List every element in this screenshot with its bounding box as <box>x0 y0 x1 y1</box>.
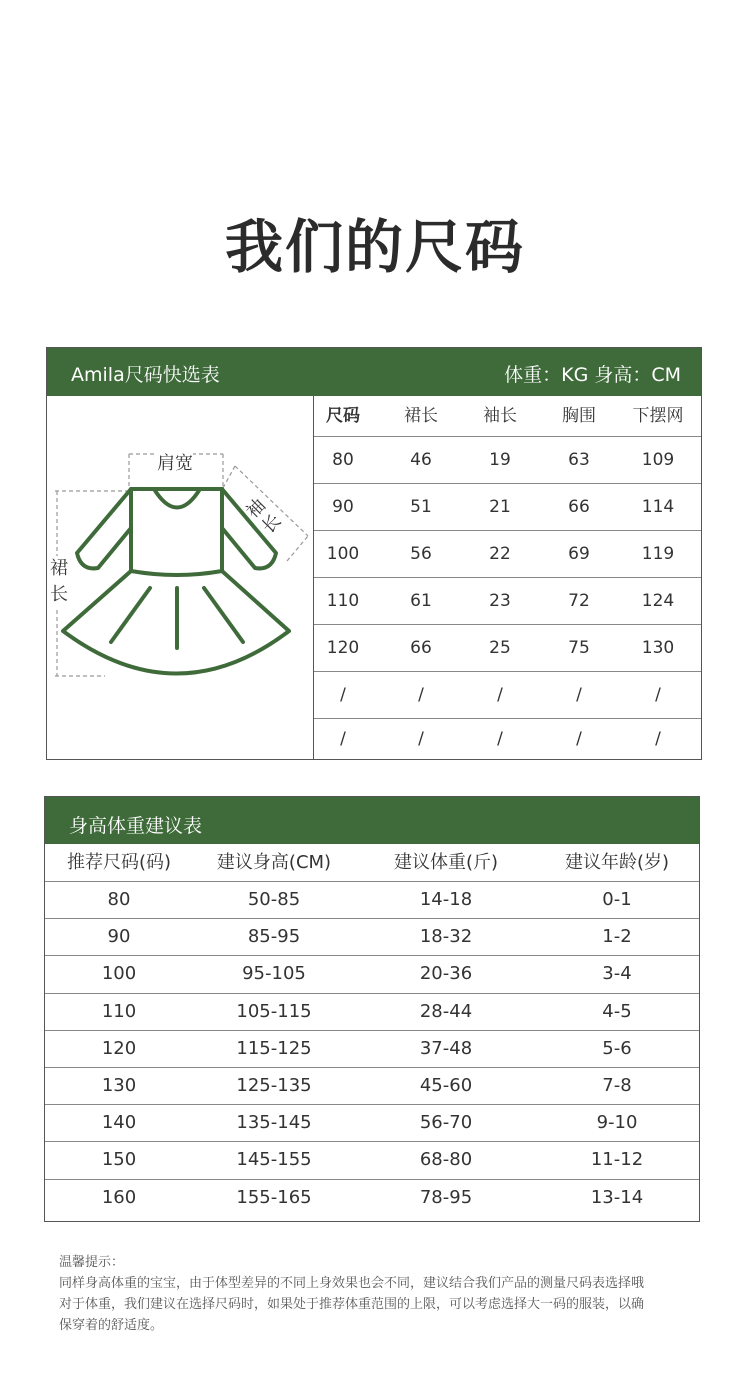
size-table-cell: 109 <box>641 450 675 470</box>
recommend-table-cell: 0-1 <box>602 889 632 910</box>
tips-line: 对于体重，我们建议在选择尺码时，如果处于推荐体重范围的上限，可以考虑选择大一码的服装，以确 <box>59 1297 645 1312</box>
size-table-cell: 80 <box>332 450 354 470</box>
size-table-cell: / <box>576 685 582 705</box>
size-table-cell: 22 <box>489 544 511 564</box>
size-table-head-row <box>314 396 701 437</box>
recommend-table-cell: 140 <box>101 1112 137 1134</box>
recommend-table-cell: 7-8 <box>602 1075 632 1096</box>
size-table-cell: 25 <box>489 638 511 658</box>
recommend-table <box>44 796 700 1222</box>
recommend-table-cell: 155-165 <box>236 1186 312 1208</box>
recommend-table-cell: 37-48 <box>419 1037 473 1059</box>
size-table-row <box>314 484 701 531</box>
recommend-table-cell: 90 <box>107 926 131 948</box>
size-table-cell: / <box>340 685 346 705</box>
recommend-table-column-header: 建议体重(斤) <box>393 852 499 873</box>
size-table-row <box>314 672 701 719</box>
recommend-table-cell: 13-14 <box>590 1186 644 1208</box>
size-table-row <box>314 531 701 578</box>
recommend-table-cell: 4-5 <box>602 1000 632 1022</box>
recommend-table-title: 身高体重建议表 <box>69 815 203 837</box>
size-table-cell: 100 <box>326 544 360 564</box>
recommend-table-row <box>45 1068 699 1105</box>
tips-heading: 温馨提示： <box>59 1255 125 1270</box>
size-table-cell: 46 <box>410 450 432 470</box>
recommend-table-cell: 1-2 <box>602 926 632 948</box>
size-table-cell: 124 <box>641 591 675 611</box>
recommend-table-column-header: 建议年龄(岁) <box>564 852 670 873</box>
size-table-title: Amila尺码快选表 <box>71 364 220 386</box>
page-title: 我们的尺码 <box>224 213 525 281</box>
size-table-cell: 66 <box>410 638 432 658</box>
recommend-table-row <box>45 882 699 919</box>
size-table-cell: / <box>655 685 661 705</box>
tips-line: 同样身高体重的宝宝，由于体型差异的不同上身效果也会不同，建议结合我们产品的测量尺码表选择哦 <box>59 1276 645 1291</box>
recommend-table-cell: 125-135 <box>236 1075 312 1096</box>
size-table-cell: 23 <box>489 591 511 611</box>
recommend-table-cell: 68-80 <box>419 1149 473 1171</box>
recommend-table-cell: 105-115 <box>236 1000 312 1022</box>
size-table-cell: 61 <box>410 591 432 611</box>
size-table-column-header: 下摆网 <box>632 406 684 426</box>
size-table-cell: 119 <box>641 544 675 564</box>
size-table-row <box>314 578 701 625</box>
size-table-cell: / <box>497 685 503 705</box>
size-table-row <box>314 437 701 484</box>
recommend-table-cell: 18-32 <box>419 926 473 948</box>
recommend-table-cell: 50-85 <box>247 889 301 910</box>
size-table-units: 体重：KG 身高：CM <box>504 364 681 386</box>
size-table-cell: 66 <box>568 497 590 517</box>
size-table-cell: / <box>576 729 582 749</box>
size-table-cell: 90 <box>332 497 354 517</box>
size-table-cell: / <box>497 729 503 749</box>
recommend-table-column-header: 建议身高(CM) <box>216 852 332 873</box>
size-table-cell: 114 <box>641 497 675 517</box>
recommend-table-cell: 130 <box>101 1075 137 1096</box>
recommend-table-cell: 56-70 <box>419 1112 473 1134</box>
size-table-cell: 120 <box>326 638 360 658</box>
tips-note <box>59 1252 709 1336</box>
size-table-cell: 19 <box>489 450 511 470</box>
recommend-table-cell: 85-95 <box>247 926 301 948</box>
size-table-cell: 130 <box>641 638 675 658</box>
recommend-table-cell: 100 <box>101 963 137 985</box>
shoulder-width-label: 肩宽 <box>157 449 193 475</box>
size-table-cell: / <box>340 729 346 749</box>
size-table-row <box>314 719 701 759</box>
dress-diagram <box>47 396 314 760</box>
size-table-column-header: 尺码 <box>326 406 360 426</box>
recommend-table-row <box>45 1180 699 1216</box>
size-table-cell: 75 <box>568 638 590 658</box>
size-table-cell: 72 <box>568 591 590 611</box>
recommend-table-cell: 45-60 <box>419 1075 473 1096</box>
size-table-row <box>314 625 701 672</box>
recommend-table-cell: 78-95 <box>419 1186 473 1208</box>
recommend-table-cell: 110 <box>101 1000 137 1022</box>
size-table-column-header: 裙长 <box>404 406 438 426</box>
size-table-cell: / <box>418 685 424 705</box>
recommend-table-row <box>45 994 699 1031</box>
size-table-cell: 69 <box>568 544 590 564</box>
size-table-cell: 63 <box>568 450 590 470</box>
size-grid <box>314 396 701 760</box>
recommend-table-cell: 150 <box>101 1149 137 1171</box>
recommend-table-cell: 160 <box>101 1186 137 1208</box>
recommend-table-cell: 3-4 <box>602 963 632 985</box>
recommend-table-row <box>45 1142 699 1179</box>
size-table-column-header: 胸围 <box>562 406 596 426</box>
size-table-cell: 56 <box>410 544 432 564</box>
size-table-cell: / <box>655 729 661 749</box>
recommend-table-cell: 120 <box>101 1037 137 1059</box>
size-table <box>46 347 702 760</box>
recommend-table-cell: 28-44 <box>419 1000 473 1022</box>
recommend-table-cell: 5-6 <box>602 1037 632 1059</box>
recommend-table-cell: 20-36 <box>419 963 473 985</box>
size-table-cell: 51 <box>410 497 432 517</box>
recommend-table-cell: 9-10 <box>596 1112 638 1134</box>
recommend-table-row <box>45 919 699 956</box>
recommend-table-head-row <box>45 844 699 882</box>
recommend-table-cell: 115-125 <box>236 1037 312 1059</box>
recommend-table-header <box>45 797 699 844</box>
size-table-cell: / <box>418 729 424 749</box>
size-table-cell: 110 <box>326 591 360 611</box>
skirt-length-label: 裙长 <box>50 556 70 608</box>
recommend-table-row <box>45 1105 699 1142</box>
recommend-table-cell: 14-18 <box>419 889 473 910</box>
recommend-table-cell: 135-145 <box>236 1112 312 1134</box>
recommend-table-row <box>45 956 699 993</box>
recommend-table-cell: 11-12 <box>590 1149 644 1171</box>
recommend-table-cell: 95-105 <box>242 963 306 985</box>
size-table-cell: 21 <box>489 497 511 517</box>
recommend-table-column-header: 推荐尺码(码) <box>66 852 172 873</box>
size-table-header <box>47 348 701 396</box>
recommend-table-cell: 80 <box>107 889 131 910</box>
sleeve-length-label: 袖长 <box>242 494 286 538</box>
recommend-table-cell: 145-155 <box>236 1149 312 1171</box>
size-table-column-header: 袖长 <box>483 406 517 426</box>
recommend-table-row <box>45 1031 699 1068</box>
tips-line: 保穿着的舒适度。 <box>59 1318 164 1333</box>
